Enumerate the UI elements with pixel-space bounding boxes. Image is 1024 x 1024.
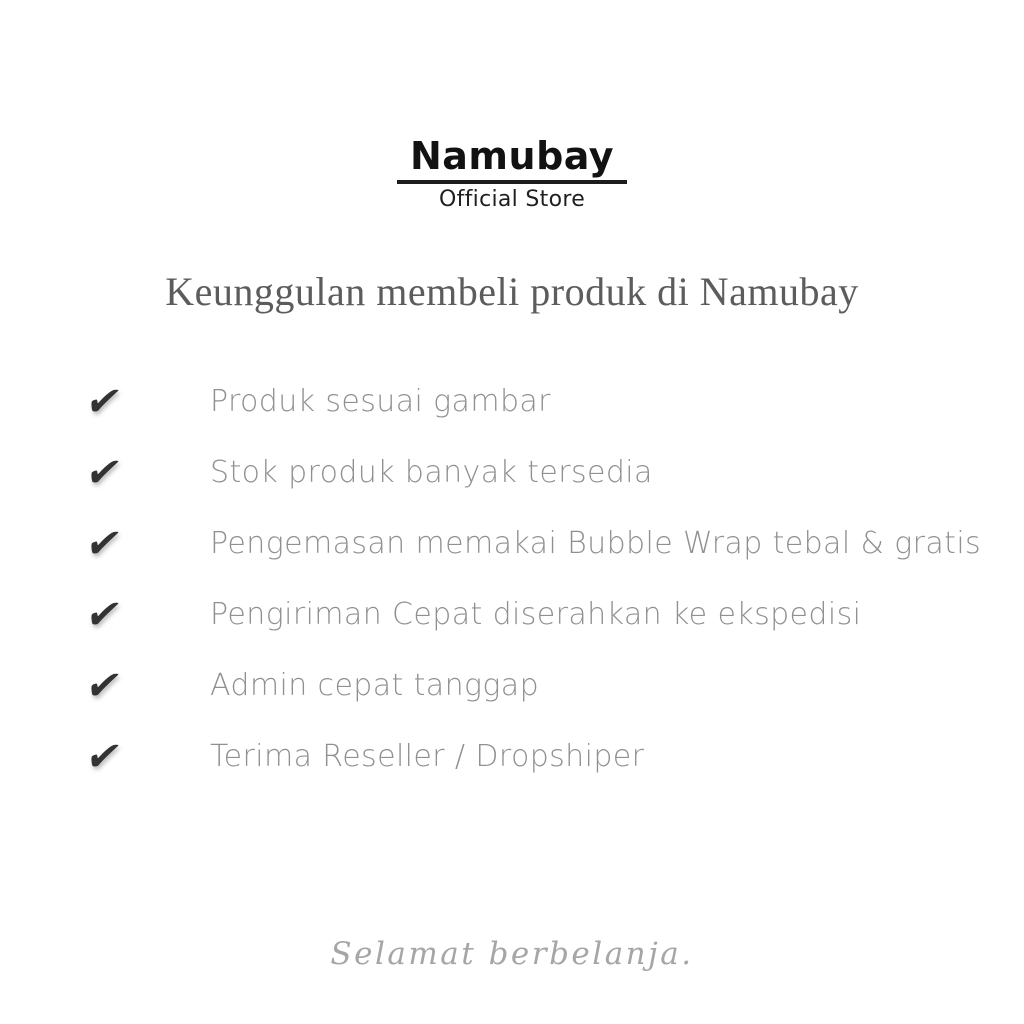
checkmark-icon: ✔ bbox=[82, 521, 126, 566]
list-item bbox=[82, 579, 994, 650]
benefit-label: Admin cepat tanggap bbox=[210, 668, 540, 703]
store-logo bbox=[0, 136, 1024, 212]
checkmark-icon: ✔ bbox=[82, 379, 126, 424]
brand-underline bbox=[397, 180, 627, 184]
page-title: Keunggulan membeli produk di Namubay bbox=[165, 269, 859, 314]
list-item bbox=[82, 650, 994, 721]
footer-tagline: Selamat berbelanja. bbox=[330, 936, 694, 972]
checkmark-icon: ✔ bbox=[82, 592, 126, 637]
benefit-label: Terima Reseller / Dropshiper bbox=[210, 739, 645, 774]
benefit-label: Stok produk banyak tersedia bbox=[210, 455, 653, 490]
benefit-label: Pengemasan memakai Bubble Wrap tebal & gratis bbox=[210, 526, 982, 561]
brand-subtitle: Official Store bbox=[438, 186, 586, 212]
list-item bbox=[82, 437, 994, 508]
brand-name: Namubay bbox=[409, 134, 615, 178]
benefit-label: Produk sesuai gambar bbox=[210, 384, 551, 419]
list-item bbox=[82, 366, 994, 437]
checkmark-icon: ✔ bbox=[82, 734, 126, 779]
checkmark-icon: ✔ bbox=[82, 450, 126, 495]
list-item bbox=[82, 721, 994, 792]
checkmark-icon: ✔ bbox=[82, 663, 126, 708]
list-item bbox=[82, 508, 994, 579]
benefits-list bbox=[82, 366, 994, 792]
benefit-label: Pengiriman Cepat diserahkan ke ekspedisi bbox=[210, 597, 862, 632]
